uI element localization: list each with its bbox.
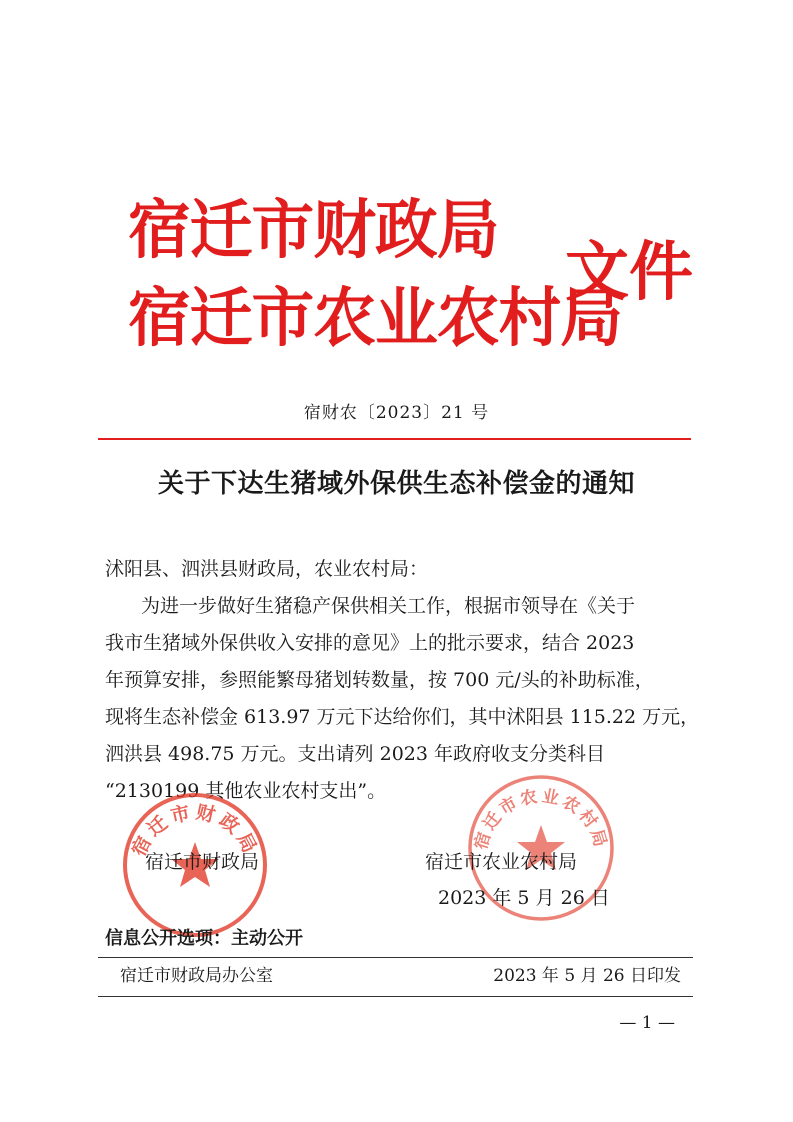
masthead-issuer-agriculture: 宿迁市农业农村局 xyxy=(128,282,622,356)
body-line: 我市生猪域外保供收入安排的意见》上的批示要求，结合 2023 xyxy=(105,632,635,654)
signature-date: 2023 年 5 月 26 日 xyxy=(438,887,610,909)
page-number: — 1 — xyxy=(619,1013,675,1033)
issuing-office: 宿迁市财政局办公室 xyxy=(120,966,273,986)
masthead-suffix: 文件 xyxy=(565,236,693,310)
print-date: 2023 年 5 月 26 日印发 xyxy=(493,966,681,986)
svg-text:宿迁市财政局: 宿迁市财政局 xyxy=(127,801,263,860)
body-line: 为进一步做好生猪稳产保供相关工作，根据市领导在《关于 xyxy=(141,595,636,617)
footer-bottom-rule xyxy=(98,996,693,997)
document-title: 关于下达生猪域外保供生态补偿金的通知 xyxy=(157,469,635,499)
svg-text:宿迁市农业农村局: 宿迁市农业农村局 xyxy=(471,786,611,853)
body-line: 年预算安排，参照能繁母猪划转数量，按 700 元/头的补助标准， xyxy=(105,669,654,691)
signature-agriculture-bureau: 宿迁市农业农村局 xyxy=(425,851,578,873)
red-separator-rule xyxy=(98,438,691,440)
body-line: 泗洪县 498.75 万元。支出请列 2023 年政府收支分类科目 xyxy=(105,743,605,765)
footer-top-rule xyxy=(98,957,693,958)
body-line: “2130199 其他农业农村支出”。 xyxy=(105,780,387,802)
masthead-issuer-finance: 宿迁市财政局 xyxy=(128,194,499,268)
signature-finance-bureau: 宿迁市财政局 xyxy=(145,851,260,873)
document-number: 宿财农〔2023〕21 号 xyxy=(303,403,490,423)
disclosure-option: 信息公开选项：主动公开 xyxy=(105,928,303,949)
addressee: 沭阳县、泗洪县财政局，农业农村局： xyxy=(105,558,429,580)
body-line: 现将生态补偿金 613.97 万元下达给你们，其中沭阳县 115.22 万元， xyxy=(105,706,700,728)
